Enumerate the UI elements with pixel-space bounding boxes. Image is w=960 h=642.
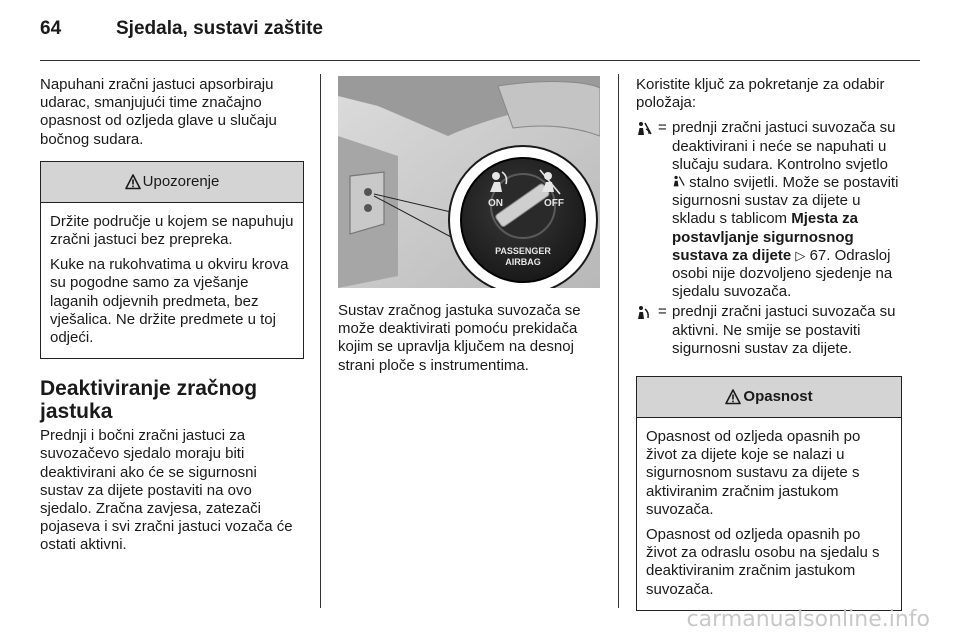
airbag-on-icon xyxy=(636,303,658,358)
figure-caption: Sustav zračnog jastuka suvozača se može deaktivirati pomoću prekidača kojim se upravlja ključem na desnoj strani ploče s instrumentima. xyxy=(338,302,581,374)
danger-title: Opasnost xyxy=(743,387,813,405)
warning-text-2: Kuke na rukohvatima u okviru krova su pogodne samo za vješanje laganih odjevnih predmeta, bez vješalica. Ne držite predmete u toj odjeći. xyxy=(50,256,289,347)
warning-triangle-icon xyxy=(125,174,141,190)
page-header xyxy=(40,18,323,50)
table-reference-title: Mjesta za postavljanje sigurnosnog sustava za dijete xyxy=(672,210,858,264)
definition-off-text xyxy=(672,119,902,301)
column-divider-left xyxy=(320,74,321,608)
page-reference-arrow-icon: ▷ xyxy=(795,247,806,263)
danger-text-1: Opasnost od ozljeda opasnih po život za dijete koje se nalazi u sigurnosnom sustavu za dijete s aktiviranim zračnim jastukom suvozača. xyxy=(646,428,861,518)
warning-body xyxy=(41,203,303,358)
section-text: Prednji i bočni zračni jastuci za suvozačevo sjedalo moraju biti deaktivirani ako će se sigurnosni sustav za dijete postaviti na ovo sjedalo. Zračna zavjesa, zatezači pojaseva i svi zračni jastuci vozača će ostati aktivni. xyxy=(40,427,293,554)
airbag-label: AIRBAG xyxy=(505,257,541,267)
on-label: ON xyxy=(488,198,503,209)
airbag-switch-figure xyxy=(338,76,600,288)
danger-body xyxy=(637,418,901,610)
section-heading: Deaktiviranje zračnog jastuka xyxy=(40,377,258,424)
airbag-switch-illustration xyxy=(338,76,600,288)
column-2 xyxy=(338,76,604,382)
danger-triangle-icon xyxy=(725,389,741,405)
switch-panel xyxy=(350,172,384,234)
danger-header xyxy=(637,377,901,418)
definition-off-part-b: stalno svijetli. Može se postaviti sigurnosni sustav za dijete u skladu s tablicom xyxy=(672,174,899,228)
definition-equals: = xyxy=(658,119,667,137)
definition-off xyxy=(636,119,902,301)
column-1 xyxy=(40,76,304,562)
switch-location-2 xyxy=(364,204,372,212)
page-title: Sjedala, sustavi zaštite xyxy=(116,18,323,39)
page-reference[interactable]: 67. xyxy=(809,246,831,264)
header-rule xyxy=(40,60,920,61)
definition-on-text: prednji zračni jastuci suvozača su aktivni. Ne smije se postaviti sigurnosni sustav za dijete. xyxy=(672,303,896,357)
selection-intro: Koristite ključ za pokretanje za odabir položaja: xyxy=(636,76,885,112)
warning-header xyxy=(41,162,303,203)
warning-box xyxy=(40,161,304,359)
warning-text-1: Držite područje u kojem se napuhuju zračni jastuci bez prepreka. xyxy=(50,212,294,249)
definition-on xyxy=(636,303,902,358)
intro-paragraph: Napuhani zračni jastuci apsorbiraju udarac, smanjujući time značajno opasnost od ozljeda glave u slučaju bočnog sudara. xyxy=(40,76,277,148)
danger-box xyxy=(636,376,902,611)
off-label: OFF xyxy=(544,198,564,209)
definition-off-part-c: Odrasloj osobi nije dozvoljeno sjedenje na sjedalu suvozača. xyxy=(672,246,893,301)
definition-equals: = xyxy=(658,303,667,321)
warning-title: Upozorenje xyxy=(142,172,220,190)
column-divider-right xyxy=(618,74,619,608)
page-number: 64 xyxy=(40,18,62,39)
column-3 xyxy=(636,76,902,623)
airbag-off-icon xyxy=(636,119,658,301)
switch-location-1 xyxy=(364,188,372,196)
watermark: carmanualsonline.info xyxy=(686,607,930,632)
passenger-label: PASSENGER xyxy=(495,246,551,256)
indicator-airbag-off-icon xyxy=(672,175,685,188)
definition-off-part-a: prednji zračni jastuci suvozača su deaktivirani i neće se napuhati u slučaju sudara. Kontrolno svjetlo xyxy=(672,119,896,173)
danger-text-2: Opasnost od ozljeda opasnih po život za odraslu osobu na sjedalu s deaktiviranim zračnim jastukom suvozača. xyxy=(646,526,880,598)
